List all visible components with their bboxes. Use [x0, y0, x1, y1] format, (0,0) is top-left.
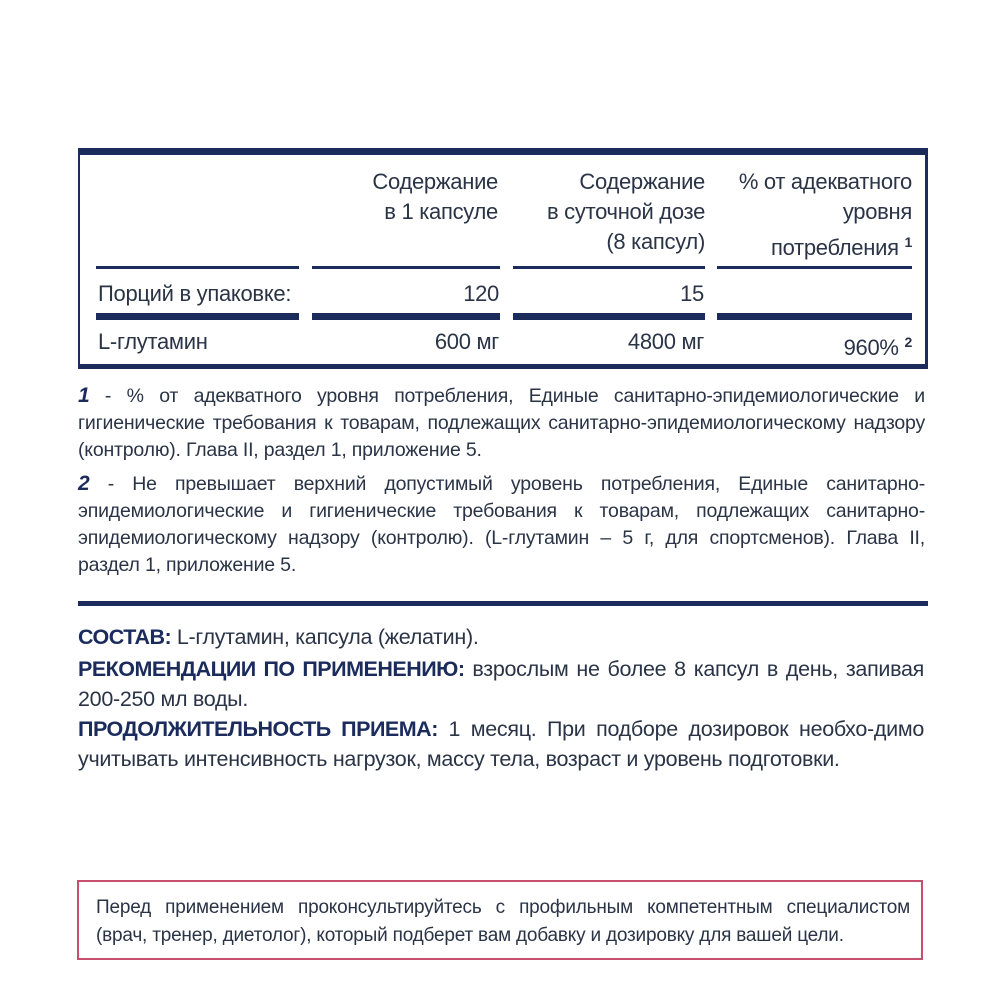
header-percent-line-2: уровня	[842, 199, 912, 224]
row-rule	[513, 313, 705, 320]
composition	[78, 622, 924, 652]
header-per-capsule-line-1: Содержание	[372, 169, 498, 194]
row-servings-label: Порций в упаковке:	[98, 281, 292, 306]
table-top-border	[78, 148, 928, 155]
header-daily-dose	[505, 167, 705, 257]
footnote-1-number: 1	[78, 384, 90, 407]
table-left-border	[78, 148, 80, 369]
row-servings-daily: 15	[680, 281, 704, 306]
footnote-2-text: - Не превышает верхний допустимый уровень потребления, Единые санитарно-эпидемиологические и гигиенические требования к товарам, подлежащих санитарно-эпидемиологическому надзору (контролю). (L-глутамин – 5 г, для спортсменов). Глава II, раздел 1, приложение 5.	[78, 473, 925, 576]
notice-text: Перед применением проконсультируйтесь с профильным компетентным специалистом (врач, тренер, диетолог), который подберет вам добавку и дозировку для вашей цели.	[96, 897, 910, 946]
row-footnote-marker: 2	[904, 334, 912, 350]
row-rule	[96, 313, 299, 320]
footnote-1-text: - % от адекватного уровня потребления, Единые санитарно-эпидемиологические и гигиенические требования к товарам, подлежащих санитарно-эпидемиологическому надзору (контролю). Глава II, раздел 1, приложение 5.	[78, 385, 925, 461]
row-glutamine-per-capsule: 600 мг	[434, 329, 499, 354]
row-rule	[96, 266, 299, 269]
header-percent-line-3-text: потребления	[770, 235, 899, 260]
row-glutamine-percent	[717, 328, 912, 362]
row-rule	[513, 266, 705, 269]
row-glutamine-label: L-глутамин	[98, 329, 208, 354]
duration-label: ПРОДОЛЖИТЕЛЬНОСТЬ ПРИЕМА:	[78, 717, 438, 741]
recommendations	[78, 654, 924, 714]
header-percent-intake	[700, 167, 912, 263]
recommendations-label: РЕКОМЕНДАЦИИ ПО ПРИМЕНЕНИЮ:	[78, 657, 465, 681]
header-daily-dose-line-2: в суточной дозе	[546, 199, 705, 224]
footnote-2	[78, 470, 925, 579]
header-daily-dose-line-3: (8 капсул)	[606, 229, 705, 254]
table-right-border	[925, 148, 928, 369]
row-rule	[717, 266, 912, 269]
row-glutamine-percent-value: 960%	[843, 335, 899, 360]
header-footnote-marker: 1	[904, 234, 912, 250]
header-per-capsule-line-2: в 1 капсуле	[384, 199, 498, 224]
composition-label: СОСТАВ:	[78, 625, 172, 649]
footnote-1	[78, 382, 925, 464]
header-per-capsule	[300, 167, 498, 227]
row-glutamine-daily: 4800 мг	[627, 329, 704, 354]
composition-text: L-глутамин, капсула (желатин).	[171, 625, 479, 649]
row-rule	[312, 266, 500, 269]
row-rule	[312, 313, 500, 320]
section-divider	[78, 601, 928, 606]
header-percent-line-1: % от адекватного	[738, 169, 912, 194]
table-bottom-border	[78, 364, 928, 369]
duration	[78, 714, 924, 774]
footnote-2-number: 2	[78, 472, 90, 495]
header-percent-line-3	[700, 227, 912, 263]
recommendations-text: взрослым не более 8 капсул в день, запивая 200-250 мл воды.	[78, 657, 925, 711]
header-daily-dose-line-1: Содержание	[579, 169, 705, 194]
duration-text: 1 месяц. При подборе дозировок необхо-димо учитывать интенсивность нагрузок, массу тела, возраст и уровень подготовки.	[78, 717, 925, 771]
row-servings-per-capsule: 120	[463, 281, 499, 306]
row-rule	[717, 313, 912, 320]
